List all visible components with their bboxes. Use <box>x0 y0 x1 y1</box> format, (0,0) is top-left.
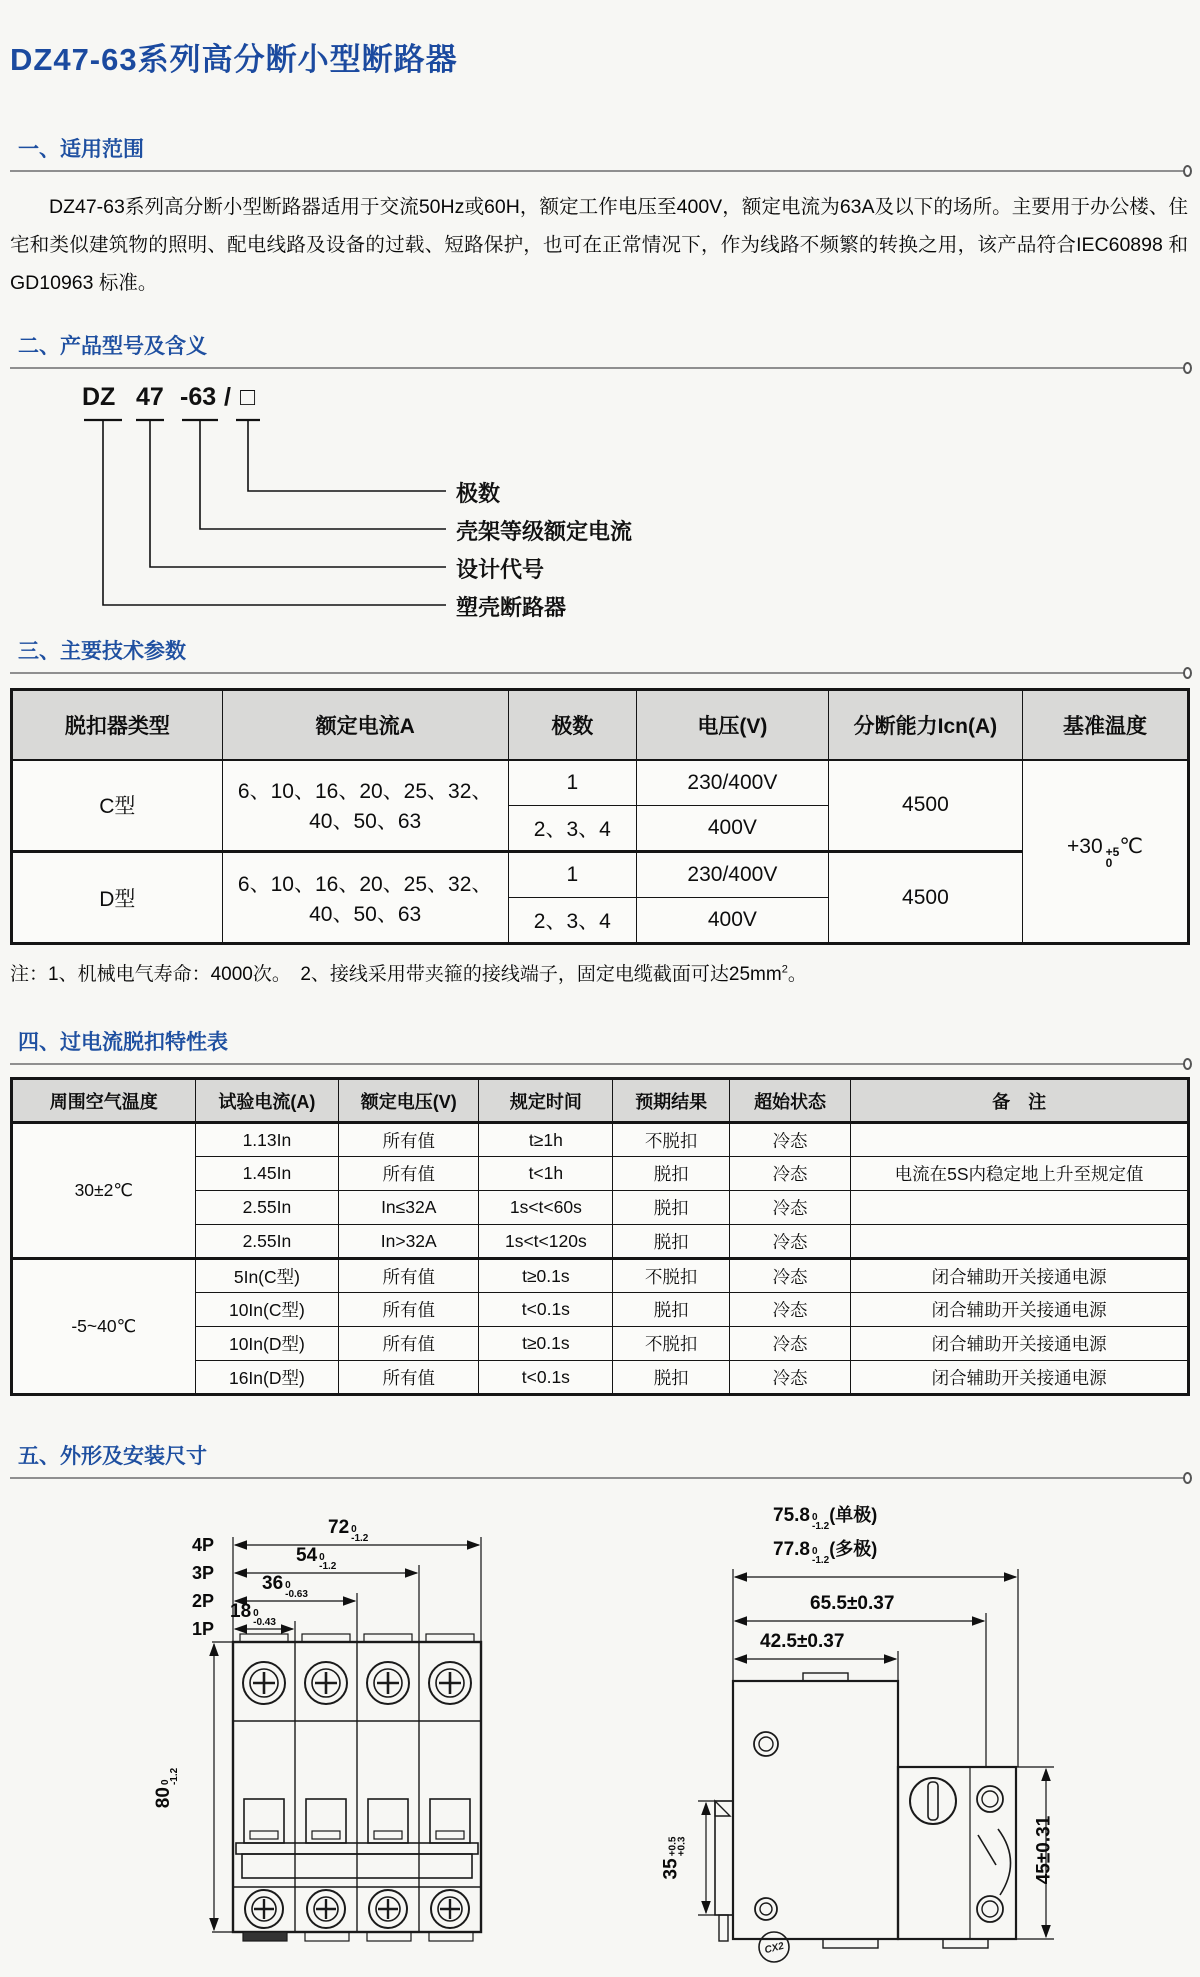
divider-pin-icon <box>1183 362 1192 374</box>
pole-label-1p: 1P <box>192 1619 215 1639</box>
cell <box>851 1191 1189 1225</box>
poles-cell: 1 <box>508 852 636 898</box>
ambient-temp-cell: -5~40℃ <box>12 1259 196 1395</box>
section-divider <box>10 170 1188 172</box>
cell: t<0.1s <box>479 1293 613 1327</box>
model-code-design: 47 <box>136 383 164 411</box>
cell: 10In(D型) <box>195 1327 339 1361</box>
col-header: 备 注 <box>851 1079 1189 1123</box>
cell: In>32A <box>339 1225 479 1259</box>
divider-pin-icon <box>1183 1058 1192 1070</box>
cell: 所有值 <box>339 1293 479 1327</box>
cell: 闭合辅助开关接通电源 <box>851 1259 1189 1293</box>
cell: 脱扣 <box>613 1225 730 1259</box>
col-header: 周围空气温度 <box>12 1079 196 1123</box>
cell: 所有值 <box>339 1327 479 1361</box>
col-header: 额定电流A <box>222 690 508 760</box>
voltage-cell: 400V <box>636 806 828 852</box>
pole-label-2p: 2P <box>192 1591 215 1611</box>
table-row <box>12 1123 1189 1157</box>
voltage-cell: 230/400V <box>636 760 828 806</box>
base-temp-value: +30 <box>1067 834 1103 858</box>
cell: 冷态 <box>729 1259 850 1293</box>
section5-heading: 五、外形及安装尺寸 <box>18 1445 207 1468</box>
page-title: DZ47-63系列高分断小型断路器 <box>10 42 458 77</box>
cell: 10In(C型) <box>195 1293 339 1327</box>
dim-54: 54 0 -1.2 <box>296 1545 337 1572</box>
col-header: 规定时间 <box>479 1079 613 1123</box>
cell: 脱扣 <box>613 1293 730 1327</box>
cell: 冷态 <box>729 1293 850 1327</box>
dim-72: 72 0 -1.2 <box>328 1517 369 1544</box>
cell: 所有值 <box>339 1157 479 1191</box>
model-diagram-lines <box>10 383 1190 625</box>
cell: 1.45In <box>195 1157 339 1191</box>
section3-heading: 三、主要技术参数 <box>18 640 186 663</box>
dimension-drawings <box>0 1499 1200 1977</box>
note-superscript: 2 <box>781 963 788 976</box>
side-view-drawing <box>598 1499 1108 1973</box>
tol-upper: +5 <box>1105 844 1120 859</box>
cell <box>851 1123 1189 1157</box>
cell: 脱扣 <box>613 1361 730 1395</box>
trip-type-cell: D型 <box>12 852 223 944</box>
cell: 不脱扣 <box>613 1123 730 1157</box>
model-label-breaker: 塑壳断路器 <box>456 595 567 620</box>
dim-75-8: 75.8 0 -1.2 (单极) <box>773 1505 878 1532</box>
base-temp-tolerance <box>1105 844 1120 870</box>
tech-params-table <box>10 688 1190 945</box>
table-header-row <box>12 690 1189 760</box>
poles-cell: 1 <box>508 760 636 806</box>
section-divider <box>10 367 1188 369</box>
divider-pin-icon <box>1183 1472 1192 1484</box>
divider-pin-icon <box>1183 165 1192 177</box>
dim-77-8: 77.8 0 -1.2 (多极) <box>773 1539 878 1566</box>
col-header: 分断能力Icn(A) <box>828 690 1022 760</box>
note-tail: 。 <box>787 964 807 985</box>
cell: 脱扣 <box>613 1191 730 1225</box>
cell: 闭合辅助开关接通电源 <box>851 1361 1189 1395</box>
model-code-frame: -63 <box>180 383 217 411</box>
dim-35-rail: 35 +0.5 +0.3 <box>660 1836 688 1880</box>
note-text: 注：1、机械电气寿命：4000次。 2、接线采用带夹箍的接线端子，固定电缆截面可达25mm <box>10 964 782 985</box>
col-header: 基准温度 <box>1023 690 1189 760</box>
side-view-lines <box>598 1499 1108 1973</box>
cell: 所有值 <box>339 1123 479 1157</box>
rated-current-cell: 6、10、16、20、25、32、40、50、63 <box>222 852 508 944</box>
model-designation-diagram <box>10 383 1190 625</box>
icn-cell: 4500 <box>828 760 1022 852</box>
table-row <box>12 852 1189 898</box>
cell: 所有值 <box>339 1259 479 1293</box>
cell: 冷态 <box>729 1225 850 1259</box>
cell: 脱扣 <box>613 1157 730 1191</box>
base-temp-unit: ℃ <box>1119 834 1143 858</box>
col-header: 电压(V) <box>636 690 828 760</box>
cell: t<1h <box>479 1157 613 1191</box>
table-row <box>12 760 1189 806</box>
table-row <box>12 1259 1189 1293</box>
tol-lower: 0 <box>1105 855 1113 870</box>
model-code-poles: □ <box>240 383 256 411</box>
section2-heading: 二、产品型号及含义 <box>18 335 207 358</box>
cell: t<0.1s <box>479 1361 613 1395</box>
cell: 冷态 <box>729 1361 850 1395</box>
divider-pin-icon <box>1183 667 1192 679</box>
cell: 1.13In <box>195 1123 339 1157</box>
cell: t≥1h <box>479 1123 613 1157</box>
brand-logo: CX2 <box>763 1940 786 1957</box>
table-note <box>10 959 1188 986</box>
col-header: 超始状态 <box>729 1079 850 1123</box>
dim-65-5: 65.5±0.37 <box>810 1593 895 1614</box>
cell: t≥0.1s <box>479 1259 613 1293</box>
col-header: 预期结果 <box>613 1079 730 1123</box>
ambient-temp-cell: 30±2℃ <box>12 1123 196 1259</box>
cell: 冷态 <box>729 1327 850 1361</box>
section-divider <box>10 1063 1188 1065</box>
trip-type-cell: C型 <box>12 760 223 852</box>
col-header: 极数 <box>508 690 636 760</box>
section-divider <box>10 672 1188 674</box>
voltage-cell: 230/400V <box>636 852 828 898</box>
base-temp-cell <box>1023 760 1189 944</box>
dim-45: 45±0.31 <box>1033 1815 1055 1885</box>
model-code-slash: / <box>224 383 231 411</box>
dim-18: 18 0 -0.43 <box>230 1601 276 1628</box>
cell: 冷态 <box>729 1157 850 1191</box>
cell: 不脱扣 <box>613 1327 730 1361</box>
cell: 1s<t<60s <box>479 1191 613 1225</box>
cell: 电流在5S内稳定地上升至规定值 <box>851 1157 1189 1191</box>
col-header: 额定电压(V) <box>339 1079 479 1123</box>
col-header: 试验电流(A) <box>195 1079 339 1123</box>
cell: In≤32A <box>339 1191 479 1225</box>
dim-36: 36 0 -0.63 <box>262 1573 308 1600</box>
voltage-cell: 400V <box>636 898 828 944</box>
cell: 16In(D型) <box>195 1361 339 1395</box>
scope-paragraph: DZ47-63系列高分断小型断路器适用于交流50Hz或60H，额定工作电压至400V，额定电流为63A及以下的场所。主要用于办公楼、住宅和类似建筑物的照明、配电线路及设备的过载、短路保护，也可在正常情况下，作为线路不频繁的转换之用，该产品符合IEC60898 和 GD10963 标准。 <box>10 196 1188 294</box>
cell <box>851 1225 1189 1259</box>
table-header-row <box>12 1079 1189 1123</box>
model-label-design: 设计代号 <box>456 557 545 582</box>
cell: 2.55In <box>195 1225 339 1259</box>
dim-80: 80 0 -1.2 <box>153 1767 181 1809</box>
trip-characteristics-table <box>10 1077 1190 1396</box>
pole-label-3p: 3P <box>192 1563 215 1583</box>
model-code-prefix: DZ <box>82 383 116 411</box>
model-label-poles: 极数 <box>456 481 501 506</box>
cell: t≥0.1s <box>479 1327 613 1361</box>
section1-heading: 一、适用范围 <box>18 138 144 161</box>
cell: 不脱扣 <box>613 1259 730 1293</box>
section-divider <box>10 1477 1188 1479</box>
dim-42-5: 42.5±0.37 <box>760 1631 845 1652</box>
cell: 冷态 <box>729 1123 850 1157</box>
cell: 5In(C型) <box>195 1259 339 1293</box>
poles-cell: 2、3、4 <box>508 898 636 944</box>
cell: 2.55In <box>195 1191 339 1225</box>
cell: 所有值 <box>339 1361 479 1395</box>
col-header: 脱扣器类型 <box>12 690 223 760</box>
rated-current-cell: 6、10、16、20、25、32、40、50、63 <box>222 760 508 852</box>
pole-label-4p: 4P <box>192 1535 215 1555</box>
section4-heading: 四、过电流脱扣特性表 <box>18 1031 228 1054</box>
model-label-frame: 壳架等级额定电流 <box>456 519 633 544</box>
poles-cell: 2、3、4 <box>508 806 636 852</box>
cell: 冷态 <box>729 1191 850 1225</box>
cell: 1s<t<120s <box>479 1225 613 1259</box>
front-view-drawing <box>128 1507 568 1973</box>
cell: 闭合辅助开关接通电源 <box>851 1293 1189 1327</box>
cell: 闭合辅助开关接通电源 <box>851 1327 1189 1361</box>
icn-cell: 4500 <box>828 852 1022 944</box>
